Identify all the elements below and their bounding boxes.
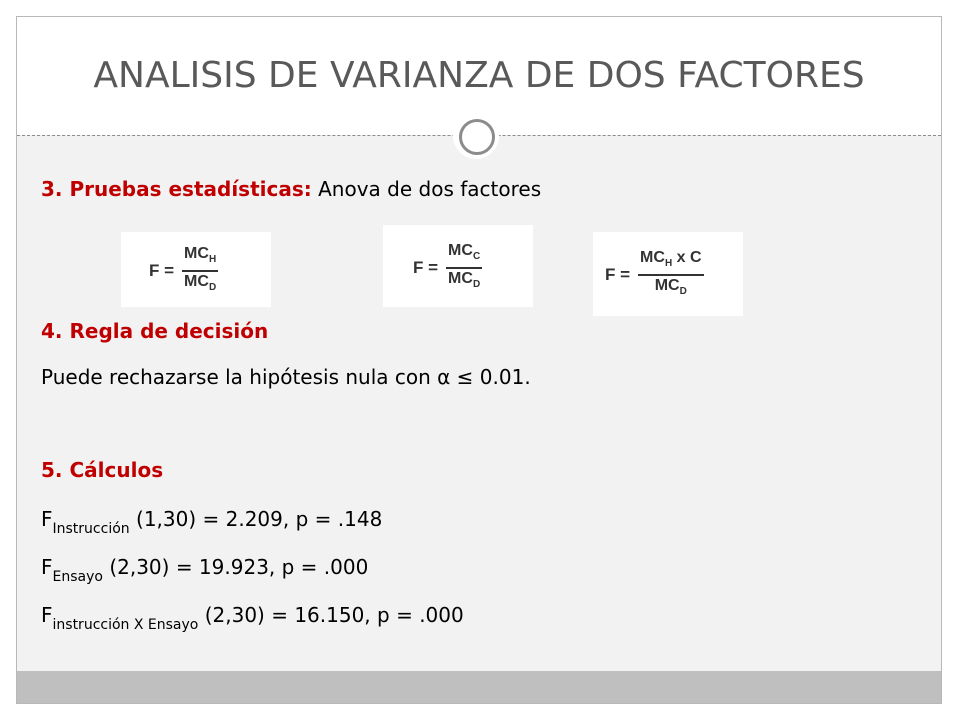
circle-ornament-icon [459,119,495,155]
formula-denominator: $MC_D$ [448,270,481,291]
result-interaccion: $F_{instrucción X Ensayo}$ (2,30) = 16.150, p = .000 [41,603,464,633]
formula-numerator: $MC_H$ [182,244,218,272]
step3-label: 3. Pruebas estadísticas: [41,177,312,201]
step4-label: 4. Regla de decisión [41,319,269,343]
formula-numerator: $MC_C$ [446,241,482,269]
result-instruccion: $F_{Instrucción}$ (1,30) = 2.209, p = .148 [41,507,383,537]
formula-lhs: F = [413,258,439,278]
slide-title: ANALISIS DE VARIANZA DE DOS FACTORES [93,55,865,96]
formula-numerator: $MC_H$ x C [638,248,703,276]
step3-text: Anova de dos factores [318,177,542,201]
slide [16,16,942,704]
formula-denominator: $MC_D$ [654,277,687,298]
formula-f-c [383,225,533,307]
footer-bar [17,671,941,703]
step4-text: Puede rechazarse la hipótesis nula con α ≤ 0.01. [41,365,531,389]
formula-denominator: $MC_D$ [184,273,217,294]
formula-lhs: F = [605,265,631,285]
step3-line [41,177,541,201]
step5-label: 5. Cálculos [41,458,164,482]
result-ensayo: $F_{Ensayo}$ (2,30) = 19.923, p = .000 [41,555,369,585]
formula-lhs: F = [149,261,175,281]
formula-f-h [121,232,271,307]
formula-f-hxc [593,232,743,316]
